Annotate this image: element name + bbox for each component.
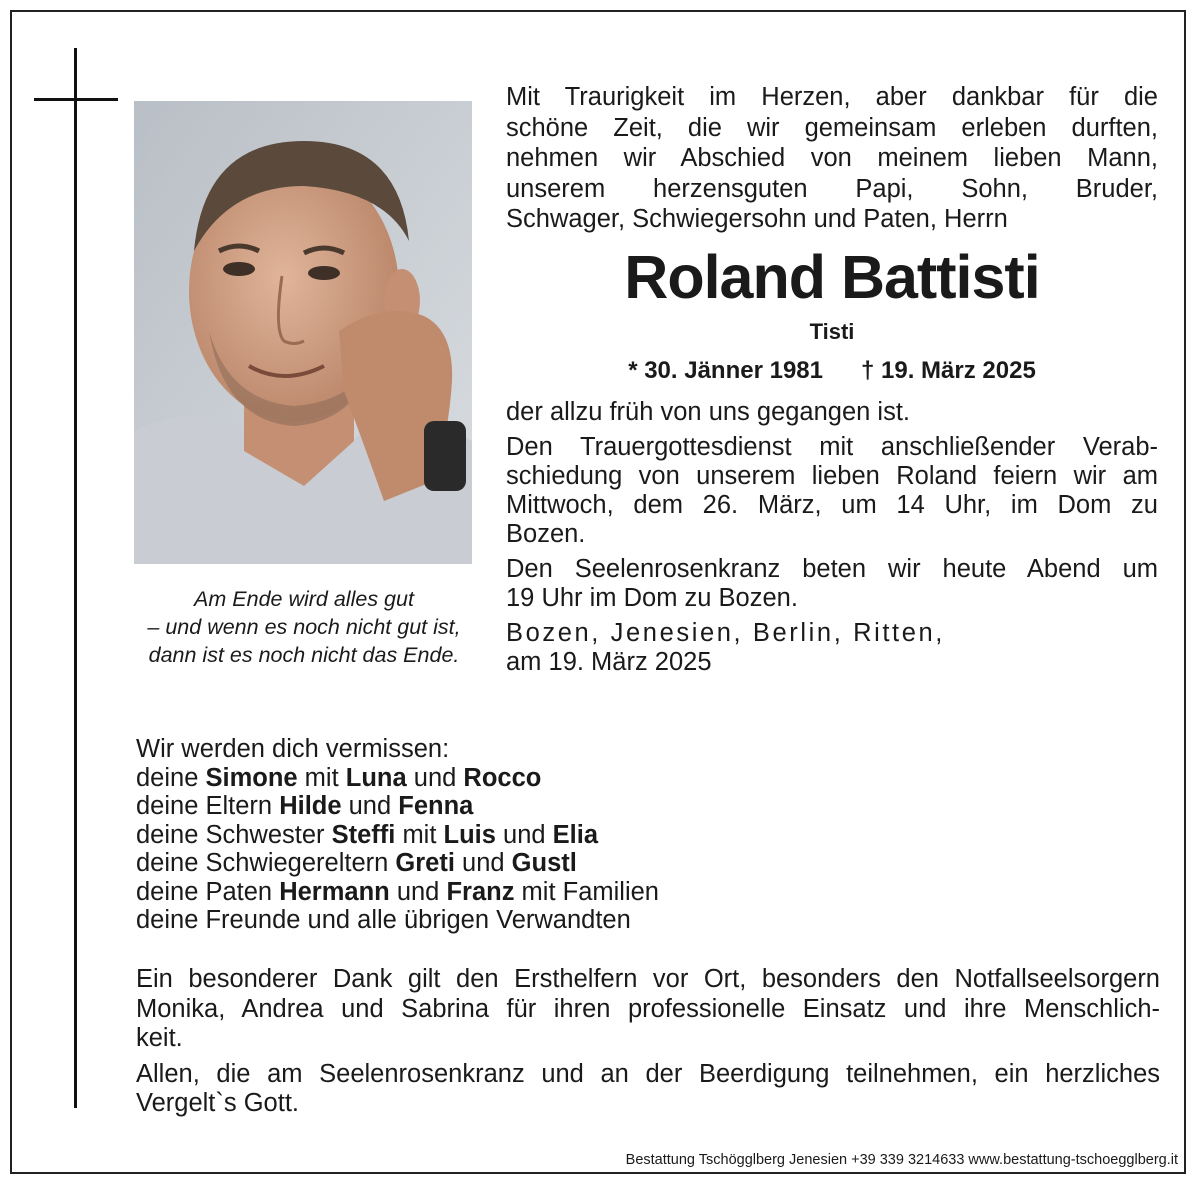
body-line: schiedung von unserem lieben Roland feiern wir am: [506, 462, 1158, 490]
place-date: am 19. März 2025: [506, 648, 712, 676]
body-line: Mittwoch, dem 26. März, um 14 Uhr, im Dom zu: [506, 491, 1158, 519]
body-line: Bozen.: [506, 520, 586, 548]
quote-line: Am Ende wird alles gut: [194, 587, 414, 611]
deceased-name: Roland Battisti: [624, 243, 1040, 311]
thanks-line: Ein besonderer Dank gilt den Ersthelfern vor Ort, besonders den Notfallseelsorgern: [136, 965, 1160, 993]
body-paragraph: [506, 433, 1158, 549]
family-relation-text: und: [495, 820, 553, 849]
family-member-name: Luna: [345, 763, 407, 792]
family-member-name: Hermann: [279, 877, 390, 906]
intro-line: schöne Zeit, die wir gemeinsam erleben durften,: [506, 113, 1158, 142]
intro-text: [506, 82, 1158, 235]
birth-date: * 30. Jänner 1981: [628, 357, 823, 384]
family-relation-text: mit: [395, 820, 444, 849]
family-member-name: Steffi: [331, 820, 396, 849]
intro-line: nehmen wir Abschied von meinem lieben Mann,: [506, 144, 1158, 172]
family-member-name: Simone: [205, 763, 298, 792]
body-paragraph: [506, 555, 1158, 613]
thanks-line: keit.: [136, 1024, 183, 1052]
body-line: der allzu früh von uns gegangen ist.: [506, 398, 911, 426]
body-line: Den Seelenrosenkranz beten wir heute Abend um: [506, 555, 1158, 583]
family-line: [136, 792, 836, 821]
body-paragraph: [506, 398, 1158, 427]
family-member-name: Greti: [395, 849, 455, 877]
family-member-name: Rocco: [463, 763, 542, 792]
family-relation-text: mit Familien: [514, 877, 659, 906]
intro-line: Schwager, Schwiegersohn und Paten, Herrn: [506, 205, 1008, 233]
family-intro: Wir werden dich vermissen:: [136, 735, 450, 763]
service-text: [506, 398, 1158, 677]
thanks-paragraph: [136, 1060, 1160, 1119]
family-relation-text: deine Paten: [136, 877, 280, 906]
family-line: [136, 849, 836, 878]
family-line: [136, 764, 836, 793]
thanks-text: [136, 965, 1160, 1125]
intro-line: unserem herzensguten Papi, Sohn, Bruder,: [506, 174, 1158, 203]
death-date: † 19. März 2025: [861, 357, 1036, 384]
family-relation-text: und: [341, 792, 399, 820]
family-member-name: Gustl: [511, 849, 577, 877]
family-relation-text: deine: [136, 763, 206, 792]
thanks-line: Monika, Andrea und Sabrina für ihren professionelle Einsatz und ihre Menschlich-: [136, 994, 1160, 1023]
cross-icon-bar: [34, 98, 118, 101]
thanks-line: Allen, die am Seelenrosenkranz und an der Beerdigung teilnehmen, ein herzliches: [136, 1059, 1160, 1088]
family-line: [136, 906, 836, 935]
body-line: 19 Uhr im Dom zu Bozen.: [506, 584, 798, 612]
quote-line: dann ist es noch nicht das Ende.: [148, 643, 460, 667]
thanks-paragraph: [136, 965, 1160, 1054]
family-relation-text: deine Freunde und alle übrigen Verwandten: [136, 906, 631, 934]
funeral-home-footer: Bestattung Tschögglberg Jenesien +39 339 3214633 www.bestattung-tschoegglberg.it: [625, 1152, 1178, 1168]
quote-line: – und wenn es noch nicht gut ist,: [147, 615, 461, 639]
family-relation-text: und: [389, 877, 447, 906]
family-member-name: Luis: [443, 820, 496, 849]
intro-line: Mit Traurigkeit im Herzen, aber dankbar für die: [506, 83, 1158, 111]
family-relation-text: und: [406, 763, 464, 792]
portrait-photo: [134, 101, 472, 564]
family-relation-text: deine Eltern: [136, 792, 280, 820]
family-member-name: Hilde: [279, 792, 342, 820]
family-relation-text: und: [454, 849, 512, 877]
family-member-name: Fenna: [398, 792, 474, 820]
family-list: [136, 735, 836, 935]
family-relation-text: deine Schwiegereltern: [136, 849, 396, 877]
body-line: Den Trauergottesdienst mit anschließender Verab-: [506, 433, 1158, 461]
place-list: Bozen, Jenesien, Berlin, Ritten,: [506, 619, 945, 647]
family-line: [136, 821, 836, 850]
quote: [124, 585, 484, 669]
family-relation-text: deine Schwester: [136, 820, 332, 849]
life-dates: [506, 355, 1158, 387]
family-relation-text: mit: [297, 763, 346, 792]
family-member-name: Elia: [552, 820, 599, 849]
family-line: [136, 878, 836, 907]
thanks-line: Vergelt`s Gott.: [136, 1089, 299, 1117]
family-member-name: Franz: [446, 877, 515, 906]
nickname: Tisti: [809, 319, 855, 344]
cross-icon: [74, 48, 77, 1108]
